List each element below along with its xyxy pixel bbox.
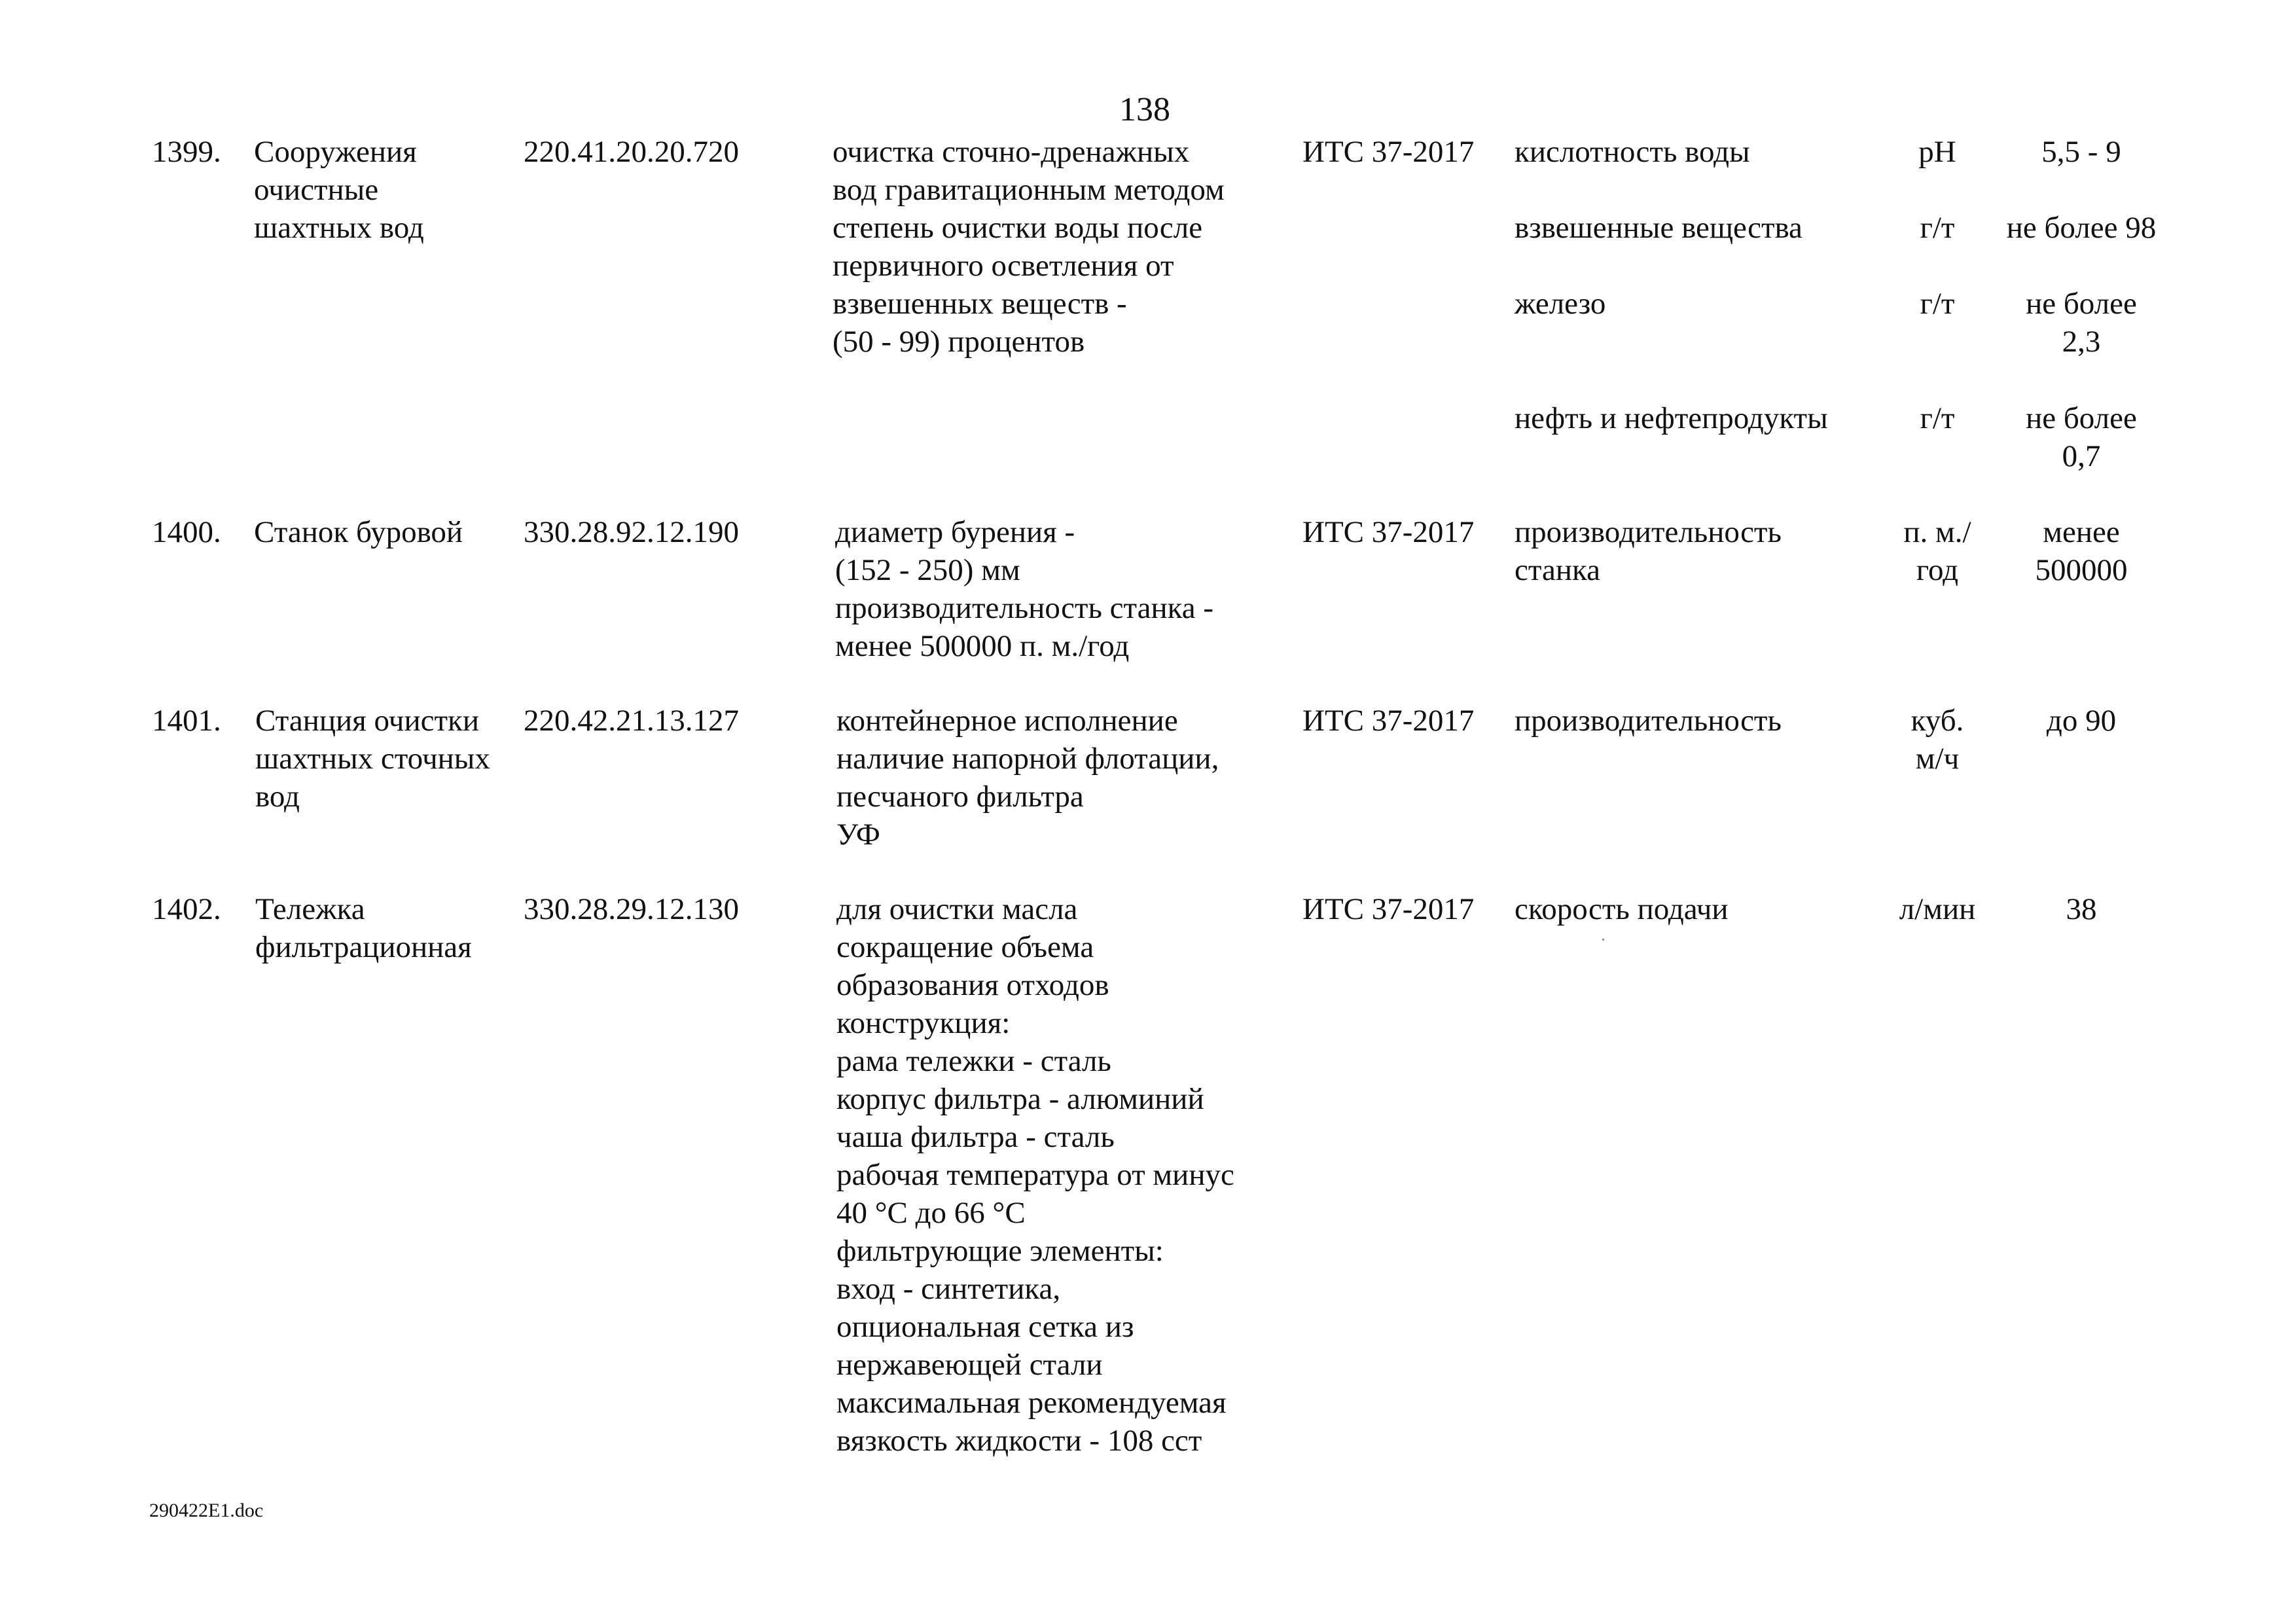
parameter-value: 38 [2066,892,2097,926]
parameter-value: не более 0,7 [2026,401,2137,473]
parameter-name: железо [1515,287,1606,321]
parameter-unit: п. м./ год [1903,515,1971,587]
equipment-code: 220.42.21.13.127 [524,704,739,738]
parameter-value: менее 500000 [2035,515,2128,587]
parameter-unit: г/т [1920,401,1955,435]
parameter-unit: г/т [1920,287,1955,321]
parameter-value: 5,5 - 9 [2041,135,2121,169]
parameter-name: производительность [1515,704,1782,738]
page-number: 138 [1119,91,1170,128]
equipment-name: Сооружения очистные шахтных вод [254,135,424,245]
document-filename: 290422E1.doc [149,1500,264,1521]
equipment-code: 330.28.29.12.130 [524,892,739,926]
parameter-name: нефть и нефтепродукты [1515,401,1828,435]
parameter-name: кислотность воды [1515,135,1750,169]
parameter-value: не более 98 [2006,211,2157,245]
equipment-name: Тележка фильтрационная [255,892,472,964]
parameter-unit: куб. м/ч [1910,704,1964,776]
parameter-name: скорость подачи [1515,892,1729,926]
parameter-unit: г/т [1920,211,1955,245]
parameter-name: взвешенные вещества [1515,211,1803,245]
equipment-name: Станок буровой [254,515,463,549]
equipment-code: 220.41.20.20.720 [524,135,739,169]
row-number: 1400. [152,515,221,549]
its-reference: ИТС 37-2017 [1302,135,1475,169]
parameter-unit: л/мин [1899,892,1976,926]
row-number: 1399. [152,135,221,169]
equipment-name: Станция очистки шахтных сточных вод [255,704,490,814]
equipment-code: 330.28.92.12.190 [524,515,739,549]
equipment-description: контейнерное исполнение наличие напорной флотации, песчаного фильтра УФ [836,704,1219,852]
parameter-name: производительность станка [1515,515,1782,587]
equipment-description: для очистки масла сокращение объема образования отходов конструкция: рама тележки - сталь корпус фильтра - алюминий чаша фильтра - сталь рабочая температура от минус 40 °С до 66 °С фильтрующие элементы: вход - синтетика, опциональная сетка из нержавеющей стали максимальная рекомендуемая вязкость жидкости - 108 сст [836,892,1234,1458]
its-reference: ИТС 37-2017 [1302,515,1475,549]
parameter-value: не более 2,3 [2026,287,2137,359]
parameter-unit: pH [1918,135,1956,169]
equipment-description: диаметр бурения - (152 - 250) мм производительность станка - менее 500000 п. м./год [835,515,1214,663]
row-number: 1401. [152,704,221,738]
scan-speck [1602,939,1604,941]
its-reference: ИТС 37-2017 [1302,892,1475,926]
equipment-description: очистка сточно-дренажных вод гравитационным методом степень очистки воды после первичного осветления от взвешенных веществ - (50 - 99) процентов [833,135,1225,359]
parameter-value: до 90 [2046,704,2117,738]
row-number: 1402. [152,892,221,926]
its-reference: ИТС 37-2017 [1302,704,1475,738]
